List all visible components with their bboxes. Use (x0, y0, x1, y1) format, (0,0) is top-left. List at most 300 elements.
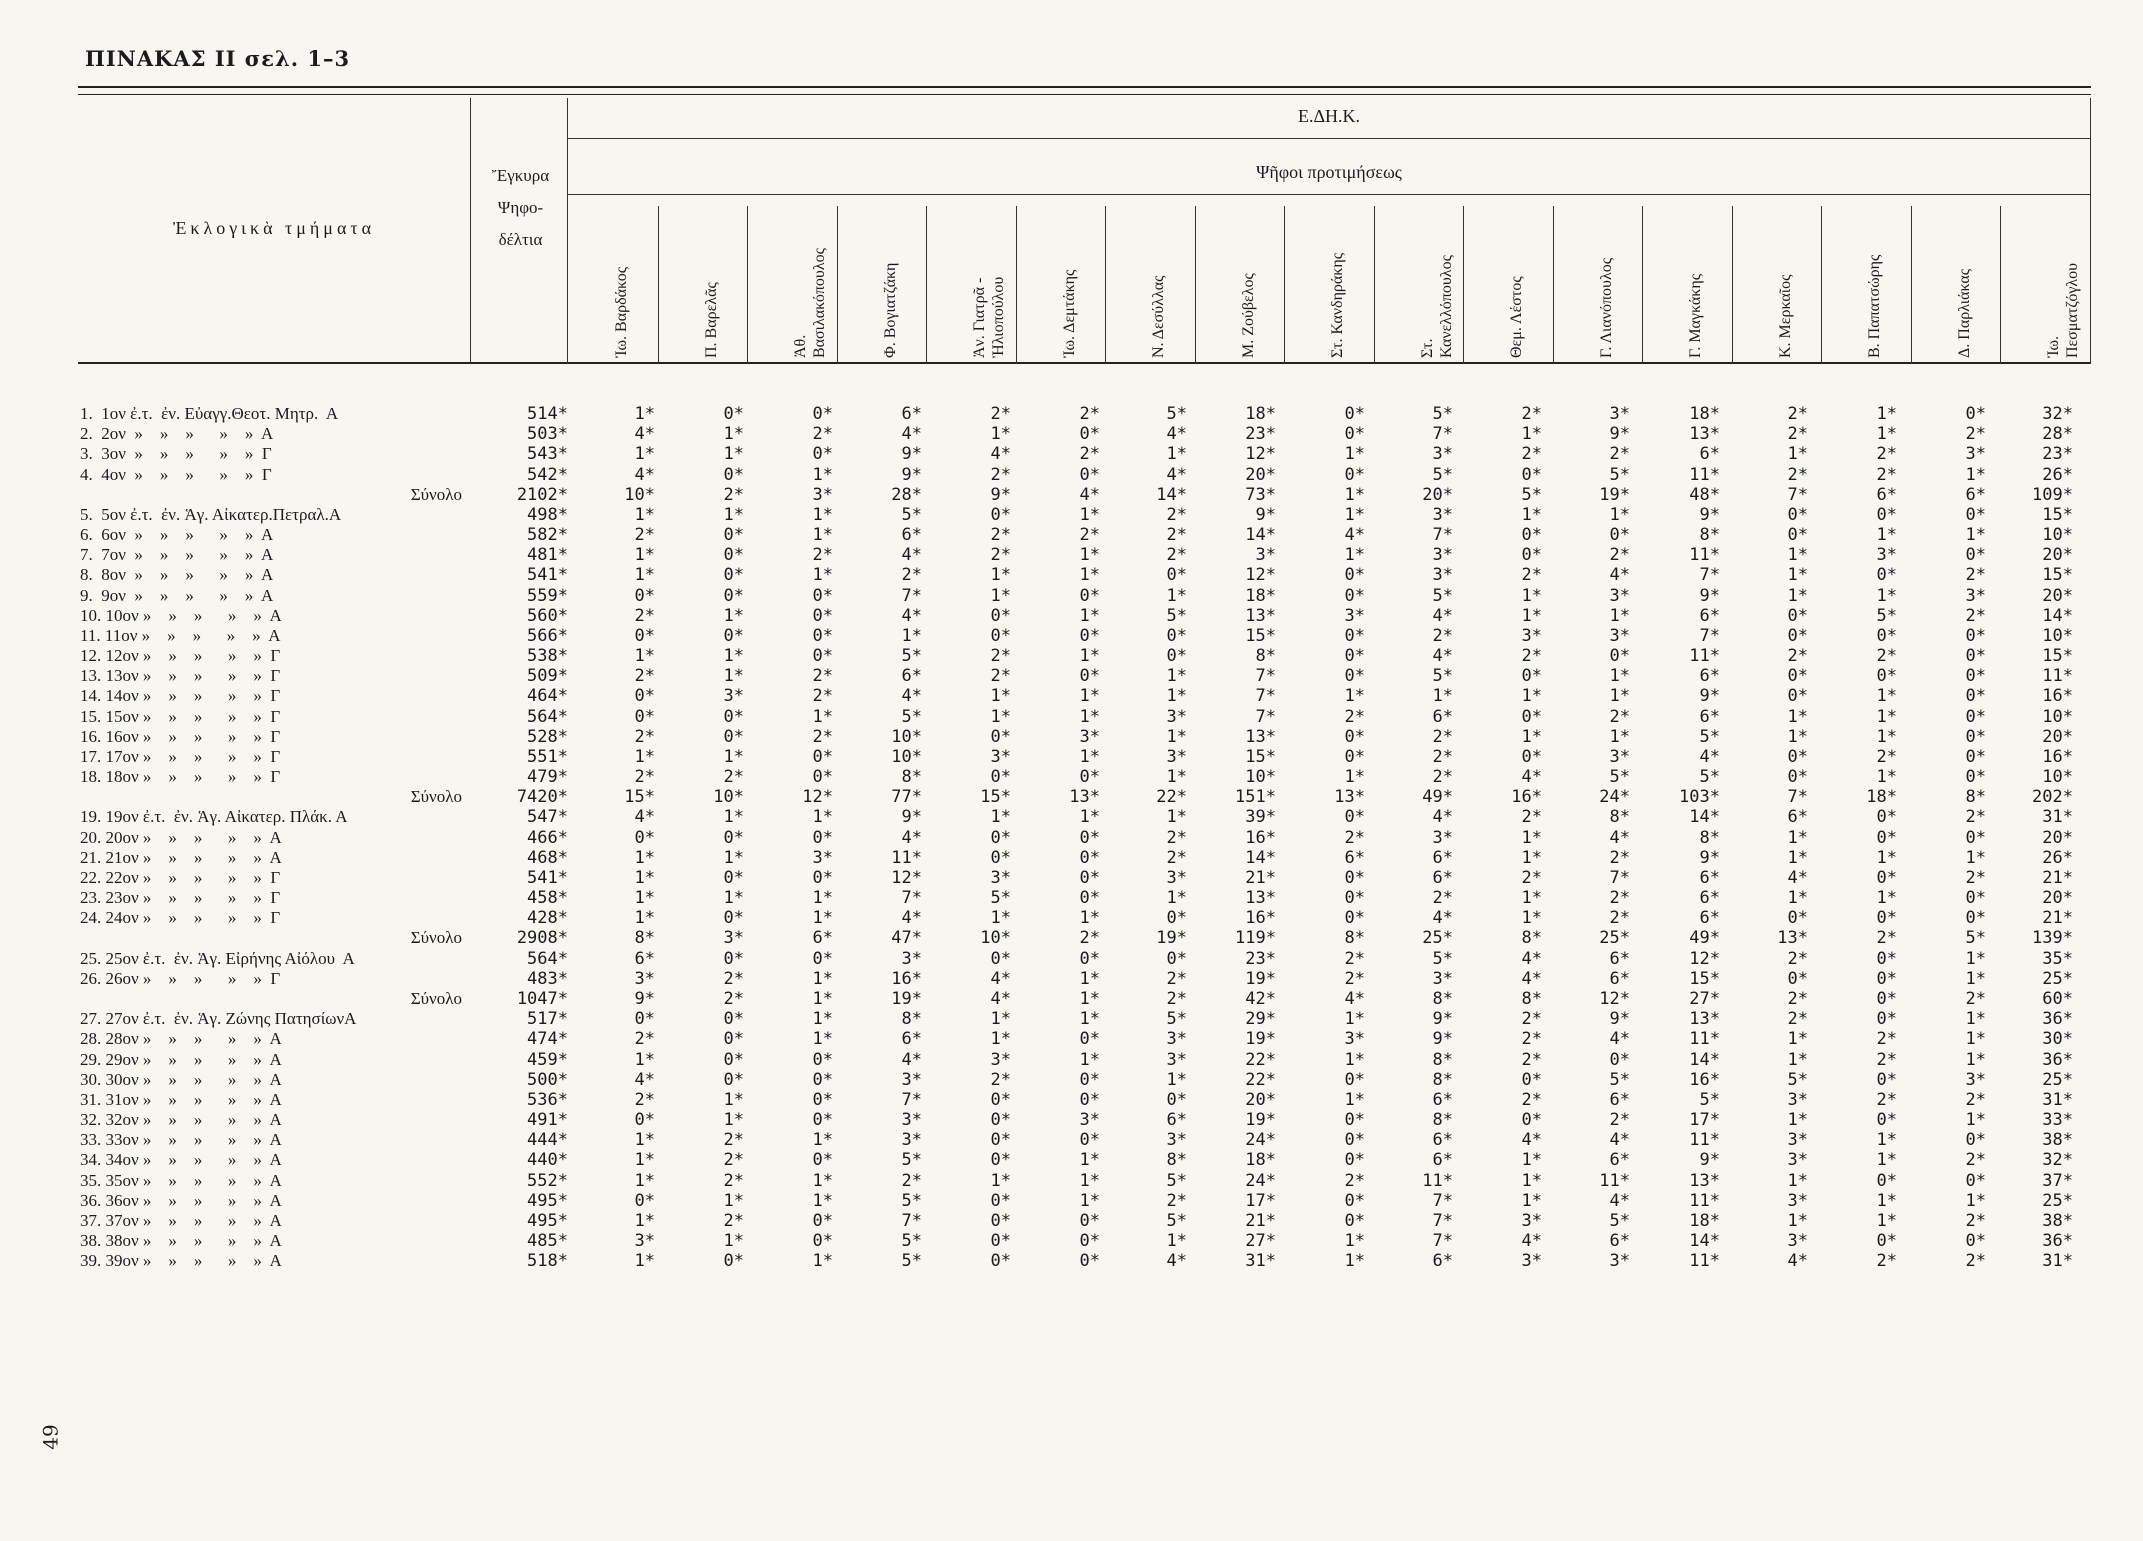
district-label: 34. 34ον » » » » » Α (80, 1150, 282, 1170)
table-row (0, 747, 2143, 767)
vote-cell: 2* (1876, 1029, 1897, 1050)
vote-cell: 1* (1965, 1009, 1986, 1030)
vote-cell: 0* (1965, 1130, 1986, 1151)
table-row (0, 969, 2143, 989)
vote-cell: 4* (1521, 968, 1542, 989)
vote-cell: 6* (1432, 1130, 1453, 1151)
vote-cell: 19* (1245, 968, 1276, 989)
table-row (0, 1009, 2143, 1029)
vote-cell: 2* (1609, 908, 1630, 929)
vote-cell: 27* (1689, 988, 1720, 1009)
vote-cell: 1* (1521, 1150, 1542, 1171)
candidate-header (1374, 206, 1464, 364)
vote-cell: 25* (2042, 1069, 2073, 1090)
vote-cell: 10* (2042, 625, 2073, 646)
vote-cell: 4* (901, 545, 922, 566)
vote-cell: 5* (901, 706, 922, 727)
vote-cell: 0* (1965, 888, 1986, 909)
vote-cell: 2* (634, 525, 655, 546)
valid-ballots-cell: 481* (527, 545, 568, 566)
vote-cell: 1* (1344, 686, 1365, 707)
vote-cell: 0* (812, 1231, 833, 1252)
vote-cell: 27* (1245, 1231, 1276, 1252)
vote-cell: 1* (1521, 1170, 1542, 1191)
vote-cell: 2* (990, 525, 1011, 546)
vote-cell: 0* (1521, 706, 1542, 727)
vote-cell: 8* (901, 767, 922, 788)
vote-cell: 1* (1521, 504, 1542, 525)
vote-cell: 2* (1079, 404, 1100, 424)
vote-cell: 0* (812, 1049, 833, 1070)
vote-cell: 0* (990, 1251, 1011, 1272)
district-label: 37. 37ον » » » » » Α (80, 1210, 282, 1230)
vote-cell: 1* (812, 1009, 833, 1030)
vote-cell: 0* (1965, 646, 1986, 667)
district-label: 7. 7ον » » » » » Α (80, 545, 274, 565)
vote-cell: 3* (723, 686, 744, 707)
vote-cell: 2* (1965, 424, 1986, 445)
vote-cell: 11* (891, 847, 922, 868)
vote-cell: 0* (990, 1110, 1011, 1131)
vote-cell: 2* (1432, 767, 1453, 788)
vote-cell: 7* (1432, 1210, 1453, 1231)
vote-cell: 6* (901, 666, 922, 687)
vote-cell: 25* (1599, 928, 1630, 949)
vote-cell: 2* (1432, 746, 1453, 767)
vote-cell: 21* (2042, 867, 2073, 888)
vote-cell: 1* (812, 1190, 833, 1211)
vote-cell: 3* (1432, 968, 1453, 989)
vote-cell: 2* (812, 545, 833, 566)
vote-cell: 1* (634, 404, 655, 424)
vote-cell: 2* (1787, 988, 1808, 1009)
vote-cell: 11* (1689, 1029, 1720, 1050)
vote-cell: 0* (1521, 545, 1542, 566)
vote-cell: 0* (1965, 1231, 1986, 1252)
vote-cell: 14* (1689, 1231, 1720, 1252)
vote-cell: 0* (723, 525, 744, 546)
table-row (0, 1090, 2143, 1110)
vote-cell: 1* (1079, 646, 1100, 667)
vote-cell: 6* (1699, 867, 1720, 888)
table-row (0, 1251, 2143, 1271)
valid-ballots-cell: 7420* (516, 787, 568, 808)
district-label: 13. 13ον » » » » » Γ (80, 666, 281, 686)
vote-cell: 22* (1245, 1069, 1276, 1090)
vote-cell: 0* (1079, 1130, 1100, 1151)
vote-cell: 12* (802, 787, 833, 808)
vote-cell: 2* (1432, 726, 1453, 747)
vote-cell: 0* (990, 1089, 1011, 1110)
vote-cell: 1* (1787, 1049, 1808, 1070)
vote-cell: 0* (723, 1009, 744, 1030)
vote-cell: 0* (1079, 1210, 1100, 1231)
vote-cell: 18* (1245, 404, 1276, 424)
vote-cell: 1* (634, 746, 655, 767)
vote-cell: 2* (723, 1130, 744, 1151)
valid-ballots-cell: 485* (527, 1231, 568, 1252)
district-label: 28. 28ον » » » » » Α (80, 1029, 282, 1049)
vote-cell: 13* (1245, 605, 1276, 626)
valid-ballots-cell: 559* (527, 585, 568, 606)
vote-cell: 3* (634, 1231, 655, 1252)
vote-cell: 3* (1609, 1251, 1630, 1272)
vote-cell: 0* (990, 948, 1011, 969)
vote-cell: 0* (1609, 525, 1630, 546)
vote-cell: 37* (2042, 1170, 2073, 1191)
vote-cell: 4* (1432, 605, 1453, 626)
vote-cell: 1* (1166, 444, 1187, 465)
vote-cell: 2* (1521, 1049, 1542, 1070)
vote-cell: 14* (1689, 807, 1720, 828)
district-label: 22. 22ον » » » » » Γ (80, 867, 281, 887)
vote-cell: 1* (634, 1210, 655, 1231)
vote-cell: 22* (1156, 787, 1187, 808)
vote-cell: 4* (1166, 464, 1187, 485)
vote-cell: 5* (1432, 404, 1453, 424)
vote-cell: 42* (1245, 988, 1276, 1009)
vote-cell: 1* (634, 504, 655, 525)
table-row (0, 424, 2143, 444)
vote-cell: 1* (1965, 847, 1986, 868)
vote-cell: 1* (990, 424, 1011, 445)
vote-cell: 6* (1344, 847, 1365, 868)
vote-cell: 0* (1965, 1170, 1986, 1191)
preference-underline (568, 194, 2090, 195)
vote-cell: 3* (1965, 444, 1986, 465)
candidate-name: Π. Βαρελᾶς (702, 282, 720, 358)
vote-cell: 2* (1166, 545, 1187, 566)
vote-cell: 1* (1787, 1210, 1808, 1231)
district-label: 1. 1ον ἐ.τ. ἐν. Εὐαγγ.Θεοτ. Μητρ. Α (80, 404, 339, 423)
valid-ballots-cell: 459* (527, 1049, 568, 1070)
vote-cell: 10* (891, 746, 922, 767)
candidate-header (1732, 206, 1822, 364)
valid-ballots-cell: 444* (527, 1130, 568, 1151)
vote-cell: 15* (624, 787, 655, 808)
vote-cell: 18* (1866, 787, 1897, 808)
vote-cell: 0* (1079, 464, 1100, 485)
vote-cell: 0* (723, 706, 744, 727)
vote-cell: 4* (634, 807, 655, 828)
vote-cell: 3* (1521, 1251, 1542, 1272)
vote-cell: 0* (990, 1210, 1011, 1231)
vote-cell: 15* (2042, 646, 2073, 667)
vote-cell: 2* (1521, 565, 1542, 586)
vote-cell: 31* (2042, 1251, 2073, 1272)
candidate-header (1911, 206, 2001, 364)
vote-cell: 48* (1689, 484, 1720, 505)
vote-cell: 3* (901, 1110, 922, 1131)
vote-cell: 1* (1965, 968, 1986, 989)
candidate-header (1105, 206, 1195, 364)
vote-cell: 5* (1699, 767, 1720, 788)
vote-cell: 36* (2042, 1231, 2073, 1252)
vote-cell: 13* (1069, 787, 1100, 808)
vote-cell: 2* (1344, 827, 1365, 848)
vote-cell: 2* (901, 1170, 922, 1191)
vote-cell: 11* (1422, 1170, 1453, 1191)
vote-cell: 0* (1079, 948, 1100, 969)
candidate-name: Θεμ. Λέστος (1508, 276, 1526, 358)
vote-cell: 0* (723, 827, 744, 848)
vote-cell: 8* (1166, 1150, 1187, 1171)
vote-cell: 11* (2042, 666, 2073, 687)
party-underline (568, 138, 2090, 139)
vote-cell: 12* (1689, 948, 1720, 969)
vote-cell: 28* (2042, 424, 2073, 445)
vote-cell: 0* (1876, 1170, 1897, 1191)
vote-cell: 7* (901, 888, 922, 909)
vote-cell: 5* (1965, 928, 1986, 949)
vote-cell: 6* (901, 1029, 922, 1050)
table-header (78, 98, 2091, 364)
candidate-name: Ν. Δεσύλλας (1150, 275, 1168, 358)
vote-cell: 73* (1245, 484, 1276, 505)
table-row (0, 606, 2143, 626)
vote-cell: 0* (1965, 706, 1986, 727)
vote-cell: 1* (1965, 1110, 1986, 1131)
vote-cell: 0* (1609, 646, 1630, 667)
vote-cell: 16* (891, 968, 922, 989)
vote-cell: 29* (1245, 1009, 1276, 1030)
vote-cell: 0* (634, 1190, 655, 1211)
vote-cell: 1* (634, 867, 655, 888)
vote-cell: 1* (723, 888, 744, 909)
vote-cell: 3* (1609, 585, 1630, 606)
vote-cell: 31* (2042, 807, 2073, 828)
vote-cell: 3* (1521, 1210, 1542, 1231)
vote-cell: 1* (1787, 827, 1808, 848)
district-label: 38. 38ον » » » » » Α (80, 1231, 282, 1251)
valid-ballots-cell: 514* (527, 404, 568, 424)
vote-cell: 12* (1245, 444, 1276, 465)
vote-cell: 1* (812, 706, 833, 727)
vote-cell: 8* (634, 928, 655, 949)
vote-cell: 1* (634, 888, 655, 909)
vote-cell: 26* (2042, 847, 2073, 868)
vote-cell: 9* (901, 807, 922, 828)
vote-cell: 1* (1079, 968, 1100, 989)
vote-cell: 1* (1876, 888, 1897, 909)
vote-cell: 0* (1876, 1069, 1897, 1090)
candidate-name: Ἀθ. Βασιλακόπουλος (792, 248, 829, 358)
vote-cell: 0* (1876, 968, 1897, 989)
vote-cell: 1* (1965, 464, 1986, 485)
vote-cell: 0* (1344, 908, 1365, 929)
district-label: 33. 33ον » » » » » Α (80, 1130, 282, 1150)
vote-cell: 18* (1245, 585, 1276, 606)
vote-cell: 1* (1079, 1009, 1100, 1030)
vote-cell: 0* (1344, 726, 1365, 747)
vote-cell: 1* (1344, 444, 1365, 465)
vote-cell: 0* (1787, 908, 1808, 929)
vote-cell: 0* (1876, 948, 1897, 969)
vote-cell: 35* (2042, 948, 2073, 969)
valid-ballots-cell: 543* (527, 444, 568, 465)
vote-cell: 5* (1166, 1009, 1187, 1030)
vote-cell: 19* (1156, 928, 1187, 949)
vote-cell: 1* (1166, 767, 1187, 788)
vote-cell: 10* (624, 484, 655, 505)
vote-cell: 1* (634, 1251, 655, 1272)
vote-cell: 2* (723, 968, 744, 989)
vote-cell: 1* (1876, 525, 1897, 546)
vote-cell: 2* (1965, 1150, 1986, 1171)
vote-cell: 19* (1245, 1029, 1276, 1050)
vote-cell: 0* (1344, 1190, 1365, 1211)
vote-cell: 0* (1876, 625, 1897, 646)
district-label: 14. 14ον » » » » » Γ (80, 686, 281, 706)
vote-cell: 0* (1079, 1069, 1100, 1090)
vote-cell: 0* (634, 585, 655, 606)
vote-cell: 7* (901, 1089, 922, 1110)
vote-cell: 1* (1079, 1170, 1100, 1191)
vote-cell: 2* (1609, 545, 1630, 566)
vote-cell: 2* (1079, 444, 1100, 465)
vote-cell: 0* (1344, 424, 1365, 445)
vote-cell: 2* (1609, 444, 1630, 465)
vote-cell: 1* (1079, 504, 1100, 525)
vote-cell: 21* (1245, 867, 1276, 888)
vote-cell: 1* (1876, 767, 1897, 788)
vote-cell: 2* (1876, 1089, 1897, 1110)
vote-cell: 1* (812, 988, 833, 1009)
valid-ballots-cell: 518* (527, 1251, 568, 1272)
valid-ballots-cell: 582* (527, 525, 568, 546)
district-label: 32. 32ον » » » » » Α (80, 1110, 282, 1130)
subtotal-row (0, 989, 2143, 1009)
vote-cell: 4* (1609, 1190, 1630, 1211)
vote-cell: 3* (1166, 746, 1187, 767)
vote-cell: 0* (723, 545, 744, 566)
vote-cell: 5* (1432, 948, 1453, 969)
vote-cell: 1* (1787, 1110, 1808, 1131)
vote-cell: 0* (990, 767, 1011, 788)
vote-cell: 0* (1079, 585, 1100, 606)
candidate-header (1195, 206, 1285, 364)
vote-cell: 6* (1876, 484, 1897, 505)
district-label: 24. 24ον » » » » » Γ (80, 908, 281, 928)
vote-cell: 4* (634, 1069, 655, 1090)
vote-cell: 6* (1609, 948, 1630, 969)
vote-cell: 1* (1344, 1049, 1365, 1070)
vote-cell: 1* (990, 585, 1011, 606)
vote-cell: 7* (1432, 1190, 1453, 1211)
vote-cell: 0* (1344, 565, 1365, 586)
vote-cell: 3* (1787, 1231, 1808, 1252)
vote-cell: 2* (990, 666, 1011, 687)
valid-ballots-cell: 466* (527, 827, 568, 848)
vote-cell: 0* (1609, 1049, 1630, 1070)
vote-cell: 0* (812, 444, 833, 465)
vote-cell: 0* (1166, 948, 1187, 969)
vote-cell: 24* (1599, 787, 1630, 808)
valid-ballots-cell: 552* (527, 1170, 568, 1191)
vote-cell: 6* (1609, 1150, 1630, 1171)
vote-cell: 0* (1787, 746, 1808, 767)
vote-cell: 0* (812, 827, 833, 848)
vote-cell: 139* (2032, 928, 2073, 949)
valid-ballots-cell: 2908* (516, 928, 568, 949)
vote-cell: 1* (1876, 424, 1897, 445)
vote-cell: 0* (812, 605, 833, 626)
vote-cell: 5* (990, 888, 1011, 909)
table-row (0, 586, 2143, 606)
valid-ballots-cell: 464* (527, 686, 568, 707)
vote-cell: 2* (990, 404, 1011, 424)
table-row (0, 888, 2143, 908)
vote-cell: 4* (634, 464, 655, 485)
vote-cell: 0* (1079, 1089, 1100, 1110)
vote-cell: 3* (990, 867, 1011, 888)
vote-cell: 2* (1432, 625, 1453, 646)
vote-cell: 3* (1432, 504, 1453, 525)
vote-cell: 1* (634, 565, 655, 586)
vote-cell: 23* (1245, 948, 1276, 969)
vote-cell: 0* (1079, 867, 1100, 888)
vote-cell: 0* (1965, 404, 1986, 424)
vote-cell: 0* (723, 726, 744, 747)
vote-cell: 5* (901, 646, 922, 667)
vote-cell: 3* (1609, 625, 1630, 646)
vote-cell: 1* (634, 1049, 655, 1070)
table-row (0, 707, 2143, 727)
vote-cell: 0* (990, 1190, 1011, 1211)
vote-cell: 7* (1787, 484, 1808, 505)
table-row (0, 868, 2143, 888)
vote-cell: 0* (812, 948, 833, 969)
vote-cell: 7* (1432, 424, 1453, 445)
district-label: 5. 5ον ἐ.τ. ἐν. Ἁγ. Αἰκατερ.Πετραλ.Α (80, 504, 342, 524)
vote-cell: 0* (1787, 625, 1808, 646)
vote-cell: 1* (1079, 545, 1100, 566)
district-label: 21. 21ον » » » » » Α (80, 847, 282, 867)
vote-cell: 4* (1787, 1251, 1808, 1272)
vote-cell: 2* (1787, 1009, 1808, 1030)
vote-cell: 10* (2042, 706, 2073, 727)
vote-cell: 1* (1079, 706, 1100, 727)
vote-cell: 5* (901, 504, 922, 525)
candidate-name: Δ. Παρλιάκας (1955, 268, 1973, 358)
vote-cell: 10* (2042, 525, 2073, 546)
vote-cell: 0* (723, 404, 744, 424)
vote-cell: 0* (1344, 646, 1365, 667)
vote-cell: 49* (1689, 928, 1720, 949)
vote-cell: 3* (1609, 404, 1630, 424)
vote-cell: 16* (2042, 686, 2073, 707)
vote-cell: 6* (1609, 1231, 1630, 1252)
valid-ballots-cell: 566* (527, 625, 568, 646)
vote-cell: 5* (1432, 464, 1453, 485)
vote-cell: 25* (2042, 968, 2073, 989)
vote-cell: 2* (1166, 968, 1187, 989)
vote-cell: 9* (1699, 585, 1720, 606)
vote-cell: 2* (812, 424, 833, 445)
valid-ballots-cell: 483* (527, 968, 568, 989)
vote-cell: 103* (1679, 787, 1720, 808)
vote-cell: 4* (1166, 1251, 1187, 1272)
vote-cell: 1* (1079, 605, 1100, 626)
table-row (0, 686, 2143, 706)
vote-cell: 4* (901, 908, 922, 929)
vote-cell: 2* (723, 988, 744, 1009)
vote-cell: 4* (1166, 424, 1187, 445)
vote-cell: 0* (723, 1069, 744, 1090)
vote-cell: 0* (1876, 988, 1897, 1009)
candidate-header (658, 206, 748, 364)
vote-cell: 0* (1787, 605, 1808, 626)
